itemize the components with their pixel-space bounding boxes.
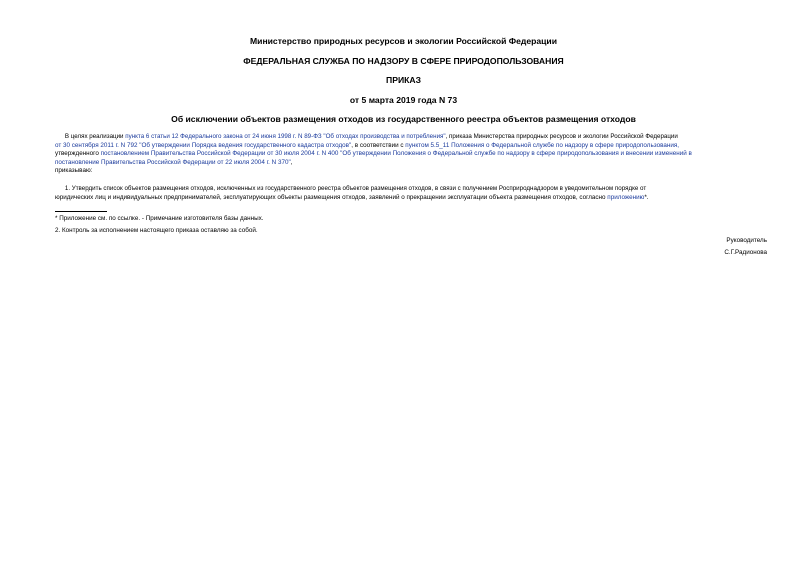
order-word: приказываю: [55,167,93,175]
footnote: * Приложение см. по ссылке. - Примечание изготовителя базы данных. [55,215,264,222]
document-type: ПРИКАЗ [386,75,421,85]
signature-name: С.Г.Радионова [724,249,767,256]
item-1-line: юридических лиц и индивидуальных предпринимателей, эксплуатирующих объекты размещения отходов, заявлений о прекращении эксплуатации объекта размещения отходов, согласно приложению*. [55,193,649,201]
item-1-paragraph [55,185,769,202]
preamble-paragraph [55,133,769,176]
appendix-link[interactable]: приложению [607,193,645,201]
law-link[interactable]: пункта 6 статьи 12 Федерального закона от 24 июня 1998 г. N 89-ФЗ "Об отходах производства и потребления" [125,133,446,140]
ministry-name: Министерство природных ресурсов и экологии Российской Федерации [250,36,557,46]
item-2-paragraph: 2. Контроль за исполнением настоящего приказа оставляю за собой. [55,227,258,234]
preamble-line: от 30 сентября 2011 г. N 792 "Об утверждении Порядка ведения государственного кадастра отходов", в соответствии с пунктом 5.5_11 Положения о Федеральной службе по надзору в сфере природопользования, [55,141,679,149]
service-name: ФЕДЕРАЛЬНАЯ СЛУЖБА ПО НАДЗОРУ В СФЕРЕ ПРИРОДОПОЛЬЗОВАНИЯ [243,56,564,66]
signature-position: Руководитель [726,237,767,244]
preamble-line: утвержденного постановлением Правительства Российской Федерации от 30 июля 2004 г. N 400 "Об утверждении Положения о Федеральной службе по надзору в сфере природопользования и внесении изменений в [55,150,692,158]
order-792-link[interactable]: от 30 сентября 2011 г. N 792 "Об утверждении Порядка ведения государственного кадастра отходов" [55,141,352,149]
preamble-line: постановление Правительства Российской Федерации от 22 июля 2004 г. N 370", [55,158,293,166]
document-date-number: от 5 марта 2019 года N 73 [349,95,458,105]
regulation-clause-link[interactable]: пунктом 5.5_11 Положения о Федеральной службе по надзору в сфере природопользования, [405,141,679,149]
document-title: Об исключении объектов размещения отходов из государственного реестра объектов размещения отходов [171,114,636,124]
item-1-line: 1. Утвердить список объектов размещения отходов, исключенных из государственного реестра объектов размещения отходов, в связи с получением Росприроднадзором в уведомительном порядке от [64,185,647,192]
footnote-divider [55,211,107,212]
resolution-370-link[interactable]: постановление Правительства Российской Федерации от 22 июля 2004 г. N 370" [55,158,291,166]
resolution-400-link[interactable]: постановлением Правительства Российской Федерации от 30 июля 2004 г. N 400 "Об утверждении Положения о Федеральной службе по надзору в сфере природопользования и внесении изменений в [100,150,692,158]
preamble-line: В целях реализации пункта 6 статьи 12 Федерального закона от 24 июня 1998 г. N 89-ФЗ "Об отходах производства и потребления", приказа Министерства природных ресурсов и экологии Российской Федерации [64,133,678,140]
